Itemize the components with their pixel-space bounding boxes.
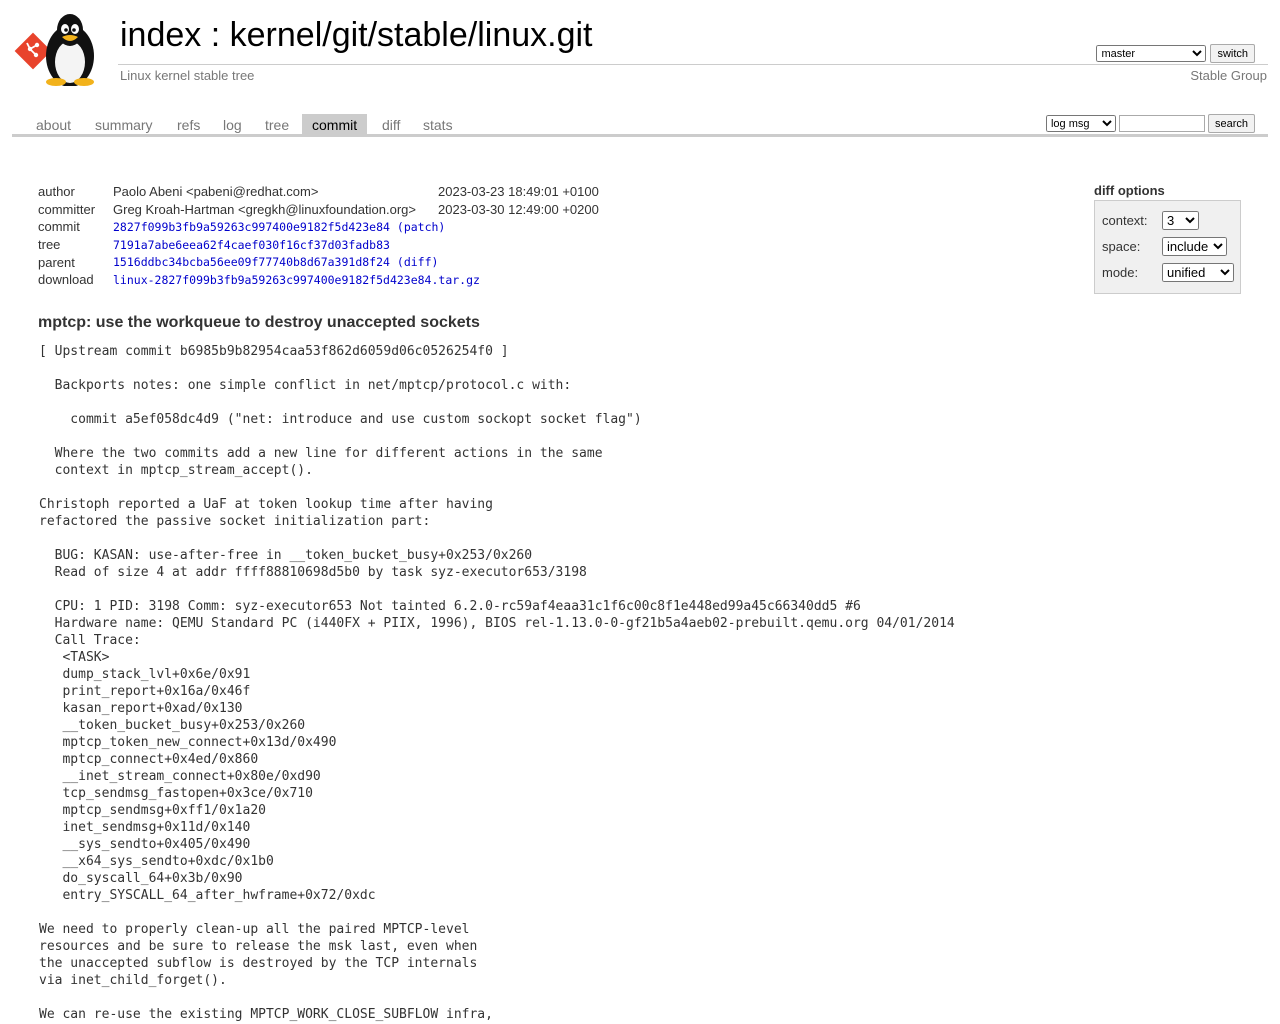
repo-link[interactable]: kernel/git/stable/linux.git [229,16,593,54]
commit-label: commit [38,219,80,235]
git-logo-icon [15,33,52,70]
branch-select[interactable] [1096,45,1206,62]
site-title [120,16,593,55]
tree-hash-link[interactable]: 7191a7abe6eea62f4caef030f16cf37d03fadb83 [113,237,390,252]
diff-options-panel [1094,183,1241,294]
switch-button[interactable]: switch [1210,44,1255,63]
header-divider [118,64,1268,65]
tab-summary[interactable]: summary [95,117,153,133]
search-mode-select[interactable] [1046,115,1116,132]
committer-label: committer [38,201,96,217]
commit-hash-link[interactable]: 2827f099b3fb9a59263c997400e9182f5d423e84 [113,219,390,234]
context-select[interactable] [1162,211,1199,230]
mode-row [1102,263,1234,282]
tab-commit[interactable]: commit [302,114,367,134]
context-label: context: [1102,213,1148,228]
tab-stats[interactable]: stats [423,117,453,133]
mode-label: mode: [1102,265,1139,280]
branch-switch-form [1096,44,1255,63]
tree-label: tree [38,237,61,253]
committer-value: Greg Kroah-Hartman <gregkh@linuxfoundation.org> [113,201,416,217]
commit-info-table [38,183,599,289]
diff-link[interactable]: (diff) [396,255,439,270]
repo-owner: Stable Group [1190,68,1267,83]
author-date: 2023-03-23 18:49:01 +0100 [438,184,599,200]
author-label: author [38,184,75,200]
diff-options-title: diff options [1094,183,1165,198]
patch-link[interactable]: (patch) [396,219,446,234]
context-row [1102,211,1199,230]
tab-refs[interactable]: refs [177,117,201,133]
download-row [38,271,599,289]
author-value: Paolo Abeni <pabeni@redhat.com> [113,184,319,200]
commit-subject: mptcp: use the workqueue to destroy unaccepted sockets [38,314,480,331]
committer-date: 2023-03-30 12:49:00 +0200 [438,201,599,217]
parent-hash-link[interactable]: 1516ddbc34bcba56ee09f77740b8d67a391d8f24 [113,255,390,270]
space-select[interactable] [1162,237,1227,256]
tux-logo[interactable] [14,12,110,86]
parent-row [38,253,599,271]
parent-label: parent [38,254,75,270]
tab-diff[interactable]: diff [382,117,401,133]
download-link[interactable]: linux-2827f099b3fb9a59263c997400e9182f5d423e84.tar.gz [113,272,480,287]
commit-row [38,218,599,236]
diff-options-box [1094,200,1241,294]
index-link[interactable]: index [120,16,202,54]
search-form [1046,114,1255,133]
tree-row [38,236,599,254]
search-button[interactable]: search [1208,114,1255,133]
space-row [1102,237,1227,256]
title-separator: : [210,16,221,54]
tab-about[interactable]: about [36,117,72,133]
committer-row [38,201,599,219]
commit-message: [ Upstream commit b6985b9b82954caa53f862d6059d06c0526254f0 ] Backports notes: one simple conflict in net/mptcp/protocol.c with: commit a5ef058dc4d9 ("net: introduce and use custom sockopt socket flag") Where the two commits add a new line for different actions in the same context in mptcp_stream_accept(). Christoph reported a UaF at token lookup time after having refactored the passive socket initialization part: BUG: KASAN: use-after-free in __token_bucket_busy+0x253/0x260 Read of size 4 at addr ffff88810698d5b0 by task syz-executor653/3198 CPU: 1 PID: 3198 Comm: syz-executor653 Not tainted 6.2.0-rc59af4eaa31c1f6c00c8f1e448ed99a45c66340dd5 #6 Hardware name: QEMU Standard PC (i440FX + PIIX, 1996), BIOS rel-1.13.0-0-gf21b5a4aeb02-prebuilt.qemu.org 04/01/2014 Call Trace: <TASK> dump_stack_lvl+0x6e/0x91 print_report+0x16a/0x46f kasan_report+0xad/0x130 __token_bucket_busy+0x253/0x260 mptcp_token_new_connect+0x13d/0x490 mptcp_connect+0x4ed/0x860 __inet_stream_connect+0x80e/0xd90 tcp_sendmsg_fastopen+0x3ce/0x710 mptcp_sendmsg+0xff1/0x1a20 inet_sendmsg+0x11d/0x140 __sys_sendto+0x405/0x490 __x64_sys_sendto+0xdc/0x1b0 do_syscall_64+0x3b/0x90 entry_SYSCALL_64_after_hwframe+0x72/0xdc We need to properly clean-up all the paired MPTCP-level resources and be sure to release the msk last, even when the unaccepted subflow is destroyed by the TCP internals via inet_child_forget(). We can re-use the existing MPTCP_WORK_CLOSE_SUBFLOW infra, [39,344,955,1022]
tab-tree[interactable]: tree [265,117,290,133]
tux-penguin-icon [46,14,94,86]
repo-description: Linux kernel stable tree [120,68,255,83]
mode-select[interactable] [1162,263,1234,282]
search-input[interactable] [1119,115,1205,132]
space-label: space: [1102,239,1141,254]
author-row [38,183,599,201]
download-label: download [38,272,94,288]
tab-log[interactable]: log [223,117,242,133]
